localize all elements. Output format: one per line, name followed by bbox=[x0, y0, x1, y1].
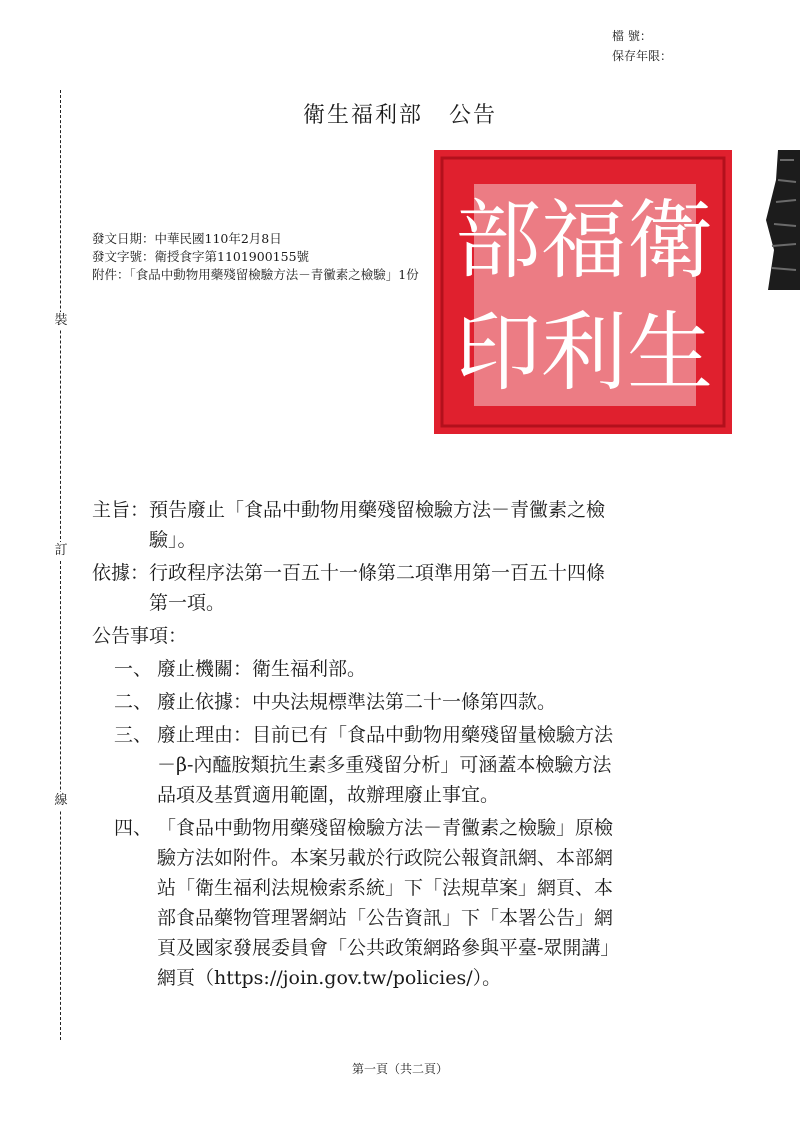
seal-graphic bbox=[434, 150, 732, 434]
item-3-number: 三、 bbox=[114, 724, 153, 746]
basis-label: 依據： bbox=[92, 562, 150, 584]
seal-char-5: 部 bbox=[455, 191, 541, 291]
document-meta bbox=[92, 230, 419, 284]
title-org: 衛生福利部 bbox=[302, 103, 423, 128]
item-3-line-3: 品項及基質適用範圍，故辦理廢止事宜。 bbox=[157, 784, 500, 806]
seal-char-6: 印 bbox=[455, 303, 541, 403]
seal-char-1: 衛 bbox=[627, 191, 713, 291]
binding-mark-xian: 線 bbox=[52, 792, 70, 810]
file-number-label: 檔 號： bbox=[612, 29, 652, 43]
attachment: 附件：「食品中動物用藥殘留檢驗方法－青黴素之檢驗」1份 bbox=[92, 267, 419, 282]
subject-section bbox=[92, 495, 732, 555]
file-fields bbox=[612, 26, 672, 66]
page-title bbox=[0, 98, 800, 129]
page-footer: 第一頁（共二頁） bbox=[351, 1062, 448, 1076]
basis-section bbox=[92, 558, 732, 618]
item-3 bbox=[92, 720, 732, 810]
basis-line-2: 第一項。 bbox=[149, 592, 226, 614]
item-4-number: 四、 bbox=[114, 817, 153, 839]
title-type: 公告 bbox=[449, 103, 498, 128]
item-2-line-1: 廢止依據：中央法規標準法第二十一條第四款。 bbox=[157, 691, 557, 713]
document-number: 發文字號：衛授食字第1101900155號 bbox=[92, 249, 310, 264]
subject-line-1: 預告廢止「食品中動物用藥殘留檢驗方法－青黴素之檢 bbox=[149, 499, 606, 521]
seal-char-3: 福 bbox=[541, 191, 627, 291]
item-3-line-2: －β-內醯胺類抗生素多重殘留分析」可涵蓋本檢驗方法 bbox=[157, 754, 612, 776]
items-heading: 公告事項： bbox=[92, 625, 188, 647]
item-4-line-1: 「食品中動物用藥殘留檢驗方法－青黴素之檢驗」原檢 bbox=[157, 817, 614, 839]
item-2 bbox=[92, 687, 732, 717]
retention-label: 保存年限： bbox=[612, 49, 673, 63]
subject-line-2: 驗」。 bbox=[149, 529, 197, 551]
subject-label: 主旨： bbox=[92, 499, 150, 521]
announcement-body bbox=[92, 495, 732, 993]
edge-stamp-mark bbox=[764, 150, 800, 290]
item-4-line-5: 頁及國家發展委員會「公共政策網路參與平臺-眾開講」 bbox=[157, 937, 620, 959]
item-4-line-4: 部食品藥物管理署網站「公告資訊」下「本署公告」網 bbox=[157, 907, 614, 929]
binding-mark-ding: 訂 bbox=[52, 542, 70, 560]
item-3-line-1: 廢止理由：目前已有「食品中動物用藥殘留量檢驗方法 bbox=[157, 724, 614, 746]
binding-mark-zhuang: 裝 bbox=[52, 312, 70, 330]
item-4 bbox=[92, 813, 732, 993]
item-2-number: 二、 bbox=[114, 691, 153, 713]
issue-date: 發文日期：中華民國110年2月8日 bbox=[92, 231, 282, 246]
binding-dash bbox=[60, 90, 61, 1040]
official-seal bbox=[434, 150, 732, 434]
item-4-line-3: 站「衛生福利法規檢索系統」下「法規草案」網頁、本 bbox=[157, 877, 614, 899]
binding-line bbox=[52, 90, 70, 1040]
item-4-line-6: 網頁（https://join.gov.tw/policies/）。 bbox=[157, 967, 502, 989]
seal-char-4: 利 bbox=[541, 303, 627, 403]
item-1 bbox=[92, 654, 732, 684]
item-1-number: 一、 bbox=[114, 658, 153, 680]
basis-line-1: 行政程序法第一百五十一條第二項準用第一百五十四條 bbox=[149, 562, 606, 584]
item-1-line-1: 廢止機關：衛生福利部。 bbox=[157, 658, 367, 680]
item-4-line-2: 驗方法如附件。本案另載於行政院公報資訊網、本部網 bbox=[157, 847, 614, 869]
seal-char-2: 生 bbox=[627, 303, 713, 403]
